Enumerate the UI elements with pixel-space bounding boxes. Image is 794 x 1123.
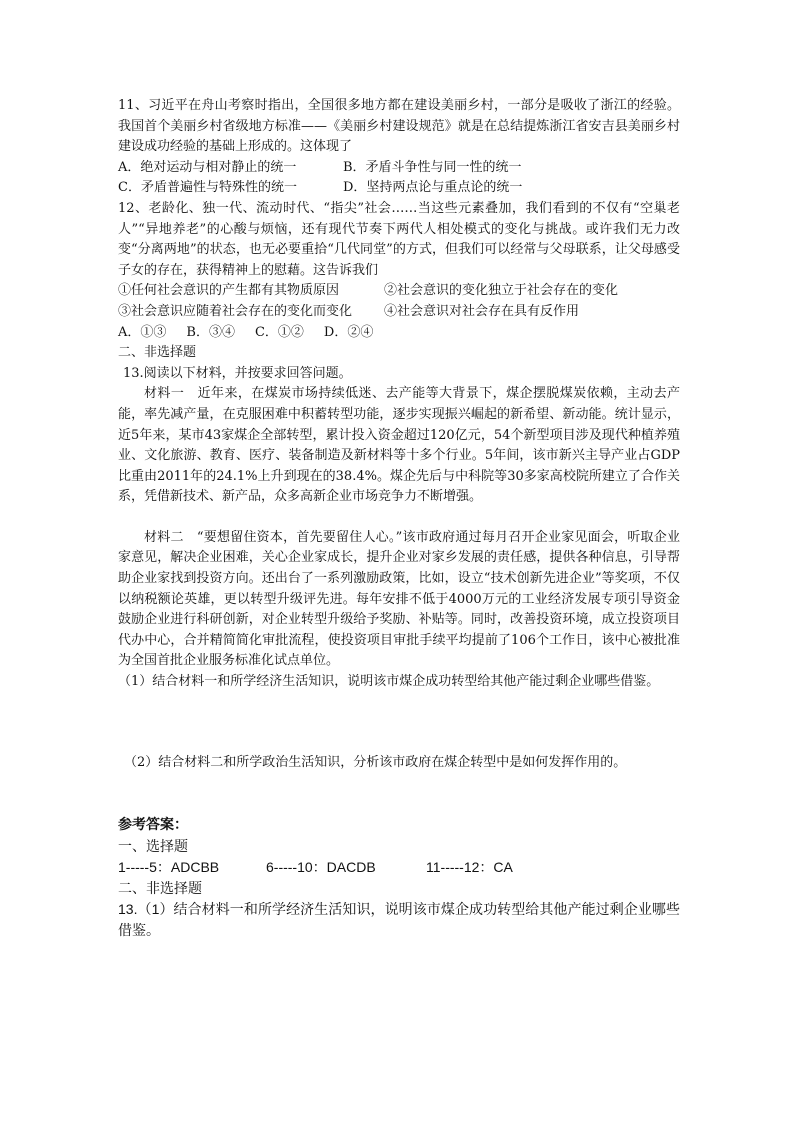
q12-option-a: A．①③ bbox=[118, 324, 167, 340]
q11-stem: 11、习近平在舟山考察时指出，全国很多地方都在建设美丽乡村，一部分是吸收了浙江的经验。我国首个美丽乡村省级地方标准——《美丽乡村建设规范》就是在总结提炼浙江省安吉县美丽乡村建设成功经验的基础上形成的。这体现了 bbox=[118, 98, 680, 155]
answers-section1: 一、选择题 bbox=[118, 837, 188, 854]
answers-title: 参考答案： bbox=[118, 817, 188, 834]
q11-option-a: A．绝对运动与相对静止的统一 bbox=[118, 159, 297, 175]
q12-stem: 12、老龄化、独一代、流动时代、“指尖”社会……当这些元素叠加，我们看到的不仅有“空巢老人”“异地养老”的心酸与烦恼，还有现代节奏下两代人相处模式的变化与挑战。或许我们无力改变“分离两地”的状态，也无必要重拾“几代同堂”的方式，但我们可以经常与父母联系，让父母感受子女的存在，获得精神上的慰藉。这告诉我们 bbox=[118, 200, 680, 278]
q13-sub1: （1）结合材料一和所学经济生活知识，说明该市煤企成功转型给其他产能过剩企业哪些借鉴。 bbox=[118, 674, 660, 690]
answers-choice-row bbox=[118, 857, 680, 878]
q13-sub2: （2）结合材料二和所学政治生活知识，分析该市政府在煤企转型中是如何发挥作用的。 bbox=[124, 754, 627, 770]
answers-choice-3: 11-----12：CA bbox=[426, 858, 513, 875]
q13-material2: 材料二 “要想留住资本，首先要留住人心。”该市政府通过每月召开企业家见面会，听取企业家意见，解决企业困难，关心企业家成长，提升企业对家乡发展的责任感，提供各种信息，引导帮助企业家找到投资方向。还出台了一系列激励政策，比如，设立“技术创新先进企业”等奖项，不仅以纳税额论英雄，更以转型升级评先进。每年安排不低于4000万元的工业经济发展专项引导资金鼓励企业进行科研创新，对企业转型升级给予奖励、补贴等。同时，改善投资环境，成立投资项目代办中心，合并精简简化审批流程，使投资项目审批手续平均提前了106个工作日，该中心被批准为全国首批企业服务标准化试点单位。 bbox=[118, 529, 680, 669]
answers-choice-2: 6-----10：DACDB bbox=[266, 858, 376, 875]
q12-item-1: ①任何社会意识的产生都有其物质原因 bbox=[118, 283, 340, 299]
answers-section2: 二、非选择题 bbox=[118, 879, 202, 896]
answers-choice-1: 1-----5：ADCBB bbox=[118, 858, 220, 875]
q11-options-row1 bbox=[118, 158, 680, 179]
q11-option-d: D．坚持两点论与重点论的统一 bbox=[343, 180, 523, 196]
q12-items-row2 bbox=[118, 302, 680, 323]
q12-item-4: ④社会意识对社会存在具有反作用 bbox=[384, 303, 580, 319]
q12-items-row1 bbox=[118, 281, 680, 302]
document-page bbox=[118, 96, 680, 941]
q11-option-b: B．矛盾斗争性与同一性的统一 bbox=[343, 159, 522, 175]
q12-item-3: ③社会意识应随着社会存在的变化而变化 bbox=[118, 303, 353, 319]
q12-option-d: D．②④ bbox=[323, 324, 374, 340]
section2-title: 二、非选择题 bbox=[118, 345, 197, 361]
q12-item-2: ②社会意识的变化独立于社会存在的变化 bbox=[384, 283, 619, 299]
q13-material1: 材料一 近年来，在煤炭市场持续低迷、去产能等大背景下，煤企摆脱煤炭依赖，主动去产能，率先减产量，在克服困难中积蓄转型功能，逐步实现振兴崛起的新希望、新动能。统计显示，近5年来，某市43家煤企全部转型，累计投入资金超过120亿元，54个新型项目涉及现代种植养殖业、文化旅游、教育、医疗、装备制造及新材料等十多个行业。5年间，该市新兴主导产业占GDP比重由2011年的24.1%上升到现在的38.4%。煤企先后与中科院等30多家高校院所建立了合作关系，凭借新技术、新产品，众多高新企业市场竞争力不断增强。 bbox=[118, 386, 680, 505]
q12-option-c: C．①② bbox=[254, 324, 304, 340]
answers-q13-1: 13.（1）结合材料一和所学经济生活知识，说明该市煤企成功转型给其他产能过剩企业哪些借鉴。 bbox=[118, 900, 680, 938]
q12-options bbox=[118, 323, 680, 344]
q11-option-c: C．矛盾普遍性与特殊性的统一 bbox=[118, 180, 297, 196]
q12-option-b: B．③④ bbox=[186, 324, 235, 340]
q11-options-row2 bbox=[118, 178, 680, 199]
q13-intro: 13.阅读以下材料，并按要求回答问题。 bbox=[123, 365, 352, 381]
